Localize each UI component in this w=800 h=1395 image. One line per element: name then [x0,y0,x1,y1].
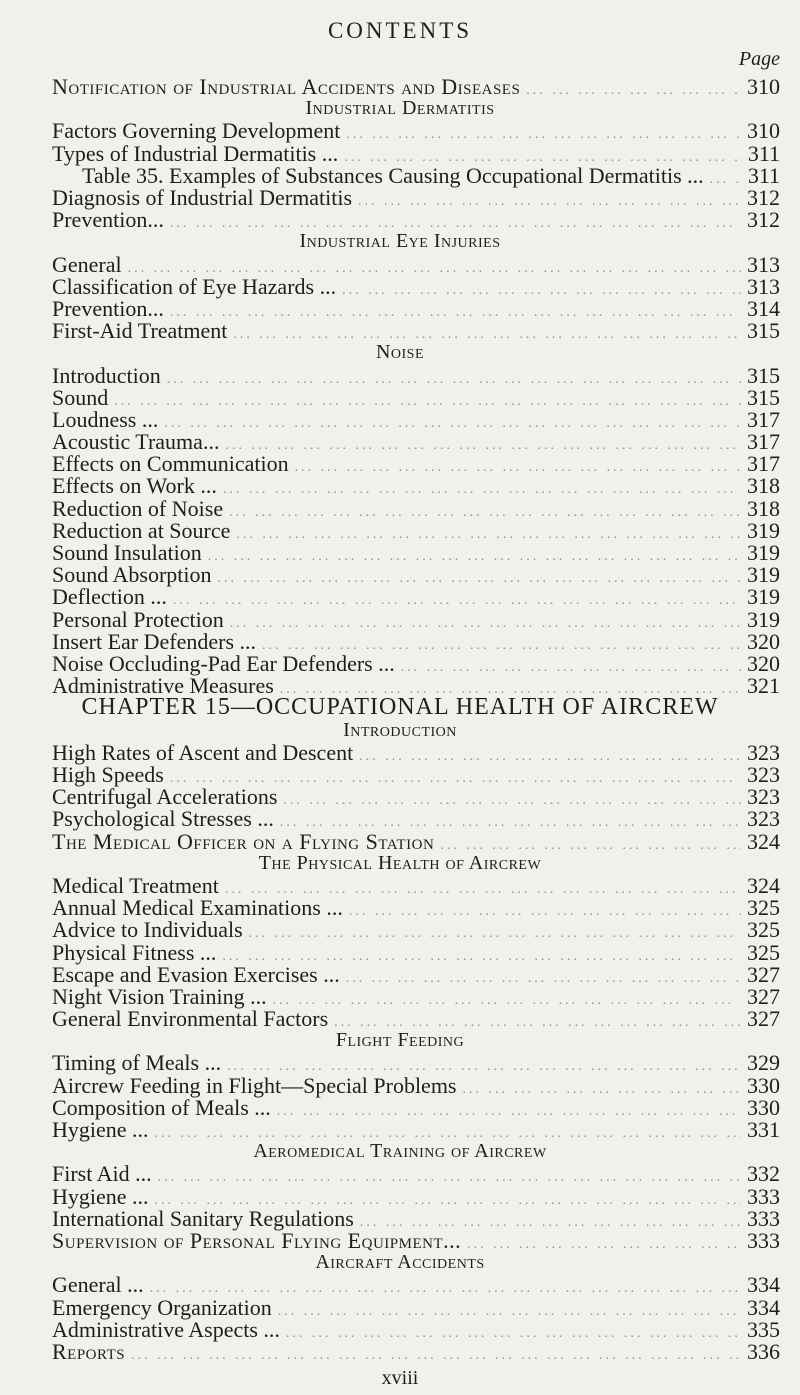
section-heading: Aeromedical Training of Aircrew [253,1140,547,1162]
toc-entry-title: Hygiene ... [52,1117,149,1142]
toc-entry-title: Supervision of Personal Flying Equipment... [52,1228,462,1253]
toc-entry-title: Sound Absorption [52,562,212,587]
toc-entry-page: 334 [747,1295,780,1320]
toc-entry [52,1273,780,1297]
toc-entry-page: 315 [747,385,780,410]
toc-entry-page: 321 [747,673,780,698]
toc-entry-page: 312 [747,185,780,210]
toc-entry [52,1096,780,1120]
toc-entry [52,1162,780,1186]
section-heading: Flight Feeding [335,1029,465,1051]
toc-entry-page: 323 [747,784,780,809]
toc-entry-title: High Speeds [52,762,164,787]
toc-entry-title: Emergency Organization [52,1295,272,1320]
toc-entry-title: First Aid ... [52,1161,152,1186]
toc-entry-page: 319 [747,518,780,543]
toc-entry-page: 320 [747,629,780,654]
toc-entry [52,807,780,831]
toc-entry-title: Introduction [52,363,161,388]
toc-entry-page: 335 [747,1317,780,1342]
toc-entry-page: 323 [747,740,780,765]
toc-entry-title: Factors Governing Development [52,118,341,143]
toc-entry-page: 312 [747,207,780,232]
toc-entry-page: 333 [747,1184,780,1209]
toc-entry-page: 319 [747,562,780,587]
toc-entry-page: 323 [747,806,780,831]
toc-entry-title: Personal Protection [52,607,224,632]
toc-entry [52,1051,780,1075]
toc-entry-title: Centrifugal Accelerations [52,784,278,809]
toc-entry-page: 311 [747,163,780,188]
toc-entry [52,1318,780,1342]
toc-entry-title: Effects on Work ... [52,473,217,498]
toc-entry-title: General Environmental Factors [52,1006,329,1031]
toc-entry-title: Reduction of Noise [52,496,224,521]
toc-entry-page: 320 [747,651,780,676]
toc-entry-title: Notification of Industrial Accidents and Diseases [52,74,521,99]
toc-entry-title: Sound [52,385,109,410]
toc-entry [52,364,780,388]
toc-entry-title: Physical Fitness ... [52,940,217,965]
section-heading: Introduction [343,719,457,741]
toc-entry-page: 330 [747,1095,780,1120]
toc-entry-page: 327 [747,1006,780,1031]
toc-entry-title: Prevention... [52,207,164,232]
toc-entry-title: Night Vision Training ... [52,984,267,1009]
toc-entry-title: Escape and Evasion Exercises ... [52,962,340,987]
toc-entry-title: Insert Ear Defenders ... [52,629,257,654]
toc-entry-page: 315 [747,363,780,388]
toc-entry-title: Medical Treatment [52,873,219,898]
toc-entry-page: 319 [747,607,780,632]
toc-entry-title: Aircrew Feeding in Flight—Special Problems [52,1073,457,1098]
toc-entry [52,1229,780,1253]
toc-entry-title: General ... [52,1272,144,1297]
toc-entry-title: Timing of Meals ... [52,1050,222,1075]
toc-entry [52,1007,780,1031]
toc-entry-title: Classification of Eye Hazards ... [52,274,337,299]
toc-entry-page: 325 [747,895,780,920]
toc-entry [52,1118,780,1142]
dot-leader [131,1344,741,1368]
toc-entry-title: Administrative Measures [52,673,274,698]
toc-entry-title: High Rates of Ascent and Descent [52,740,354,765]
toc-entry-page: 334 [747,1272,780,1297]
toc-entry-page: 310 [747,118,780,143]
chapter-heading: CHAPTER 15—OCCUPATIONAL HEALTH OF AIRCREW [81,694,719,720]
toc-entry-title: General [52,252,122,277]
page-title: CONTENTS [327,18,473,43]
toc-entry-title: Hygiene ... [52,1184,149,1209]
toc-entry-page: 333 [747,1228,780,1253]
toc-entry-page: 317 [747,429,780,454]
toc-entry [52,918,780,942]
toc-entry [52,119,780,143]
toc-entry-page: 327 [747,962,780,987]
toc-entry-title: Annual Medical Examinations ... [52,895,343,920]
toc-entry [52,830,780,854]
toc-entry-title: Diagnosis of Industrial Dermatitis [52,185,353,210]
toc-entry-page: 318 [747,473,780,498]
toc-entry [52,386,780,410]
toc-entry-title: Sound Insulation [52,540,202,565]
toc-entry [52,208,780,232]
toc-entry-page: 333 [747,1206,780,1231]
toc-entry-page: 331 [747,1117,780,1142]
toc-entry-title: Composition of Meals ... [52,1095,271,1120]
toc-entry [52,585,780,609]
toc-entry-title: Reports [52,1339,126,1364]
toc-entry-page: 318 [747,496,780,521]
toc-entry-title: Noise Occluding-Pad Ear Defenders ... [52,651,395,676]
toc-entry-page: 319 [747,584,780,609]
toc-entry-page: 314 [747,296,780,321]
toc-entry-title: Table 35. Examples of Substances Causing Occupational Dermatitis ... [82,163,704,188]
toc-entry-title: Prevention... [52,296,164,321]
page-column-label: Page [738,48,780,70]
toc-entry-title: Loudness ... [52,407,159,432]
toc-entry-title: First-Aid Treatment [52,318,228,343]
toc-entry-page: 324 [747,829,780,854]
toc-entry-page: 329 [747,1050,780,1075]
toc-entry-page: 324 [747,873,780,898]
toc-entry-title: The Medical Officer on a Flying Station [52,829,435,854]
toc-entry-title: Advice to Individuals [52,917,243,942]
toc-entry-page: 330 [747,1073,780,1098]
toc-entry-page: 325 [747,917,780,942]
toc-entry-page: 313 [747,252,780,277]
toc-entry-page: 325 [747,940,780,965]
toc-entry [52,474,780,498]
section-heading: Noise [375,341,425,363]
page-folio: xviii [381,1367,419,1389]
toc-entry-page: 332 [747,1161,780,1186]
toc-entry [52,319,780,343]
toc-entry-title: Reduction at Source [52,518,231,543]
toc-entry-page: 319 [747,540,780,565]
toc-entry-page: 310 [747,74,780,99]
toc-entry-page: 315 [747,318,780,343]
toc-entry [52,1340,780,1364]
toc-entry-page: 323 [747,762,780,787]
toc-entry-title: Effects on Communication [52,451,289,476]
toc-entry-title: Types of Industrial Dermatitis ... [52,141,339,166]
section-heading: Aircraft Accidents [315,1251,485,1273]
section-heading: Industrial Dermatitis [305,97,495,119]
toc-entry-page: 327 [747,984,780,1009]
toc-entry-page: 336 [747,1339,780,1364]
toc-entry-page: 317 [747,407,780,432]
section-heading: The Physical Health of Aircrew [258,852,542,874]
toc-entry-title: International Sanitary Regulations [52,1206,354,1231]
toc-entry-page: 317 [747,451,780,476]
toc-entry [52,75,780,99]
section-heading: Industrial Eye Injuries [299,230,501,252]
toc-entry-page: 313 [747,274,780,299]
toc-entry-page: 311 [747,141,780,166]
toc-entry-title: Deflection ... [52,584,167,609]
toc-entry-title: Administrative Aspects ... [52,1317,280,1342]
toc-entry-title: Acoustic Trauma... [52,429,220,454]
toc-entry-title: Psychological Stresses ... [52,806,274,831]
